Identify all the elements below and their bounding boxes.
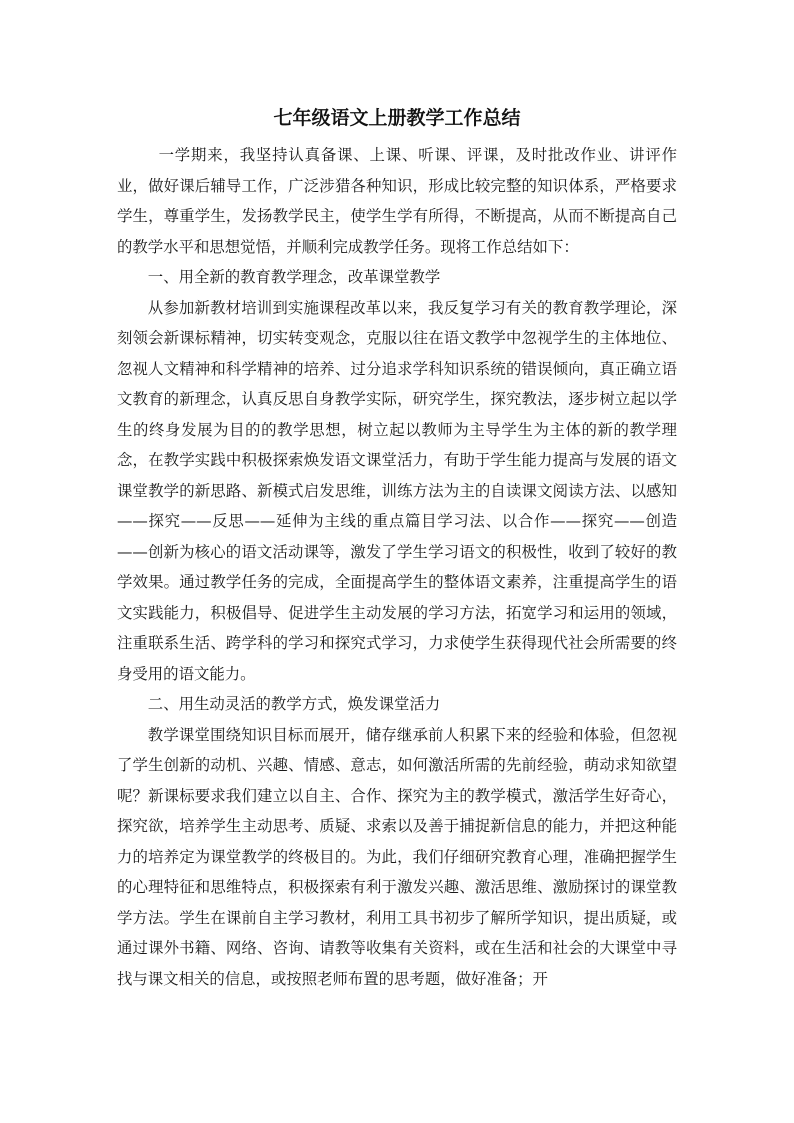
document-title: 七年级语文上册教学工作总结	[273, 107, 521, 129]
section-2-paragraph: 教学课堂围绕知识目标而展开，储存继承前人积累下来的经验和体验，但忽视了学生创新的动机、兴趣、情感、意志，如何激活所需的先前经验，萌动求知欲望呢？新课标要求我们建立以自主、合作、探究为主的教学模式，激活学生好奇心，探究欲，培养学生主动思考、质疑、求索以及善于捕捉新信息的能力，并把这种能力的培养定为课堂教学的终极目的。为此，我们仔细研究教育心理，准确把握学生的心理特征和思维特点，积极探索有利于激发兴趣、激活思维、激励探讨的课堂教学方法。学生在课前自主学习教材，利用工具书初步了解所学知识，提出质疑，或通过课外书籍、网络、咨询、请教等收集有关资料，或在生活和社会的大课堂中寻找与课文相关的信息，或按照老师布置的思考题，做好准备；开	[117, 725, 677, 988]
section-1-paragraph: 从参加新教材培训到实施课程改革以来，我反复学习有关的教育教学理论，深刻领会新课标精神，切实转变观念，克服以往在语文教学中忽视学生的主体地位、忽视人文精神和科学精神的培养、过分追求学科知识系统的错误倾向，真正确立语文教育的新理念，认真反思自身教学实际，研究学生，探究教法，逐步树立起以学生的终身发展为目的的教学思想，树立起以教师为主导学生为主体的新的教学理念，在教学实践中积极探索焕发语文课堂活力，有助于学生能力提高与发展的语文课堂教学的新思路、新模式启发思维，训练方法为主的自读课文阅读方法、以感知——探究——反思——延伸为主线的重点篇目学习法、以合作——探究——创造——创新为核心的语文活动课等，激发了学生学习语文的积极性，收到了较好的教学效果。通过教学任务的完成，全面提高学生的整体语文素养，注重提高学生的语文实践能力，积极倡导、促进学生主动发展的学习方法，拓宽学习和运用的领域，注重联系生活、跨学科的学习和探究式学习，力求使学生获得现代社会所需要的终身受用的语文能力。	[117, 298, 677, 683]
document-body	[117, 140, 677, 994]
section-heading-1: 一、用全新的教育教学理念，改革课堂教学	[147, 268, 441, 286]
intro-paragraph: 一学期来，我坚持认真备课、上课、听课、评课，及时批改作业、讲评作业，做好课后辅导工作，广泛涉猎各种知识，形成比较完整的知识体系，严格要求学生，尊重学生，发扬教学民主，使学生学有所得，不断提高，从而不断提高自己的教学水平和思想觉悟，并顺利完成教学任务。现将工作总结如下：	[117, 146, 677, 256]
section-heading-2: 二、用生动灵活的教学方式，焕发课堂活力	[147, 695, 441, 713]
